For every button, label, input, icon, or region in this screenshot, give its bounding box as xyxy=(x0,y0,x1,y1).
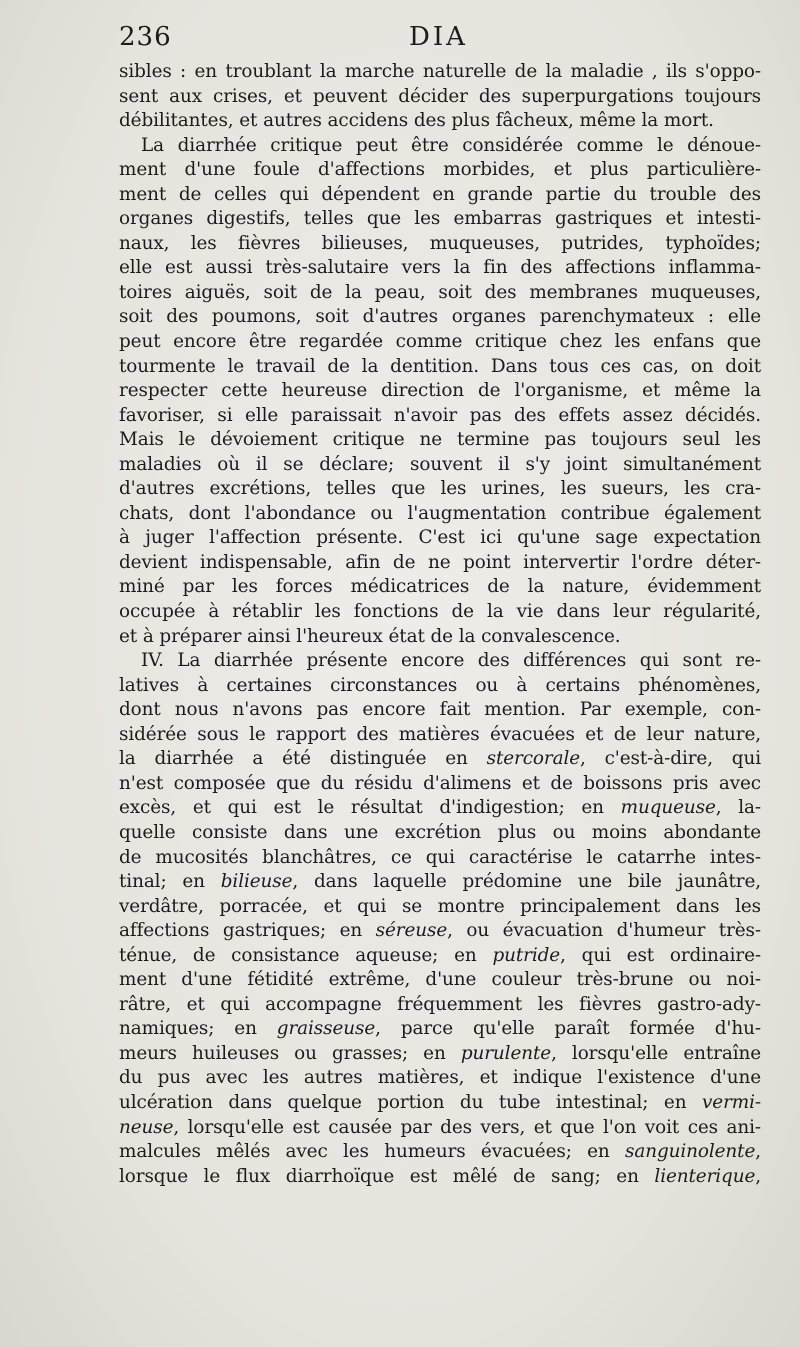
text-line: malcules mêlés avec les humeurs évacuées; en sanguinolente, xyxy=(119,1141,761,1163)
text-line: chats, dont l'abondance ou l'augmentation contribue également xyxy=(119,502,761,524)
text-line: devient indispensable, afin de ne point intervertir l'ordre déter- xyxy=(119,551,761,573)
text-line: de mucosités blanchâtres, ce qui caractérise le catarrhe intes- xyxy=(119,846,761,868)
text-line: latives à certaines circonstances ou à certains phénomènes, xyxy=(119,674,761,696)
italic-term: vermi- xyxy=(702,1091,761,1113)
text-line: ment de celles qui dépendent en grande partie du trouble des xyxy=(119,183,761,205)
text-line: débilitantes, et autres accidens des plus fâcheux, même la mort. xyxy=(119,110,714,132)
text-line: râtre, et qui accompagne fréquemment les fièvres gastro-ady- xyxy=(119,993,761,1015)
text-line: quelle consiste dans une excrétion plus ou moins abondante xyxy=(119,821,761,843)
italic-term: séreuse xyxy=(375,920,448,942)
text-line: ulcération dans quelque portion du tube intestinal; en vermi- xyxy=(119,1091,761,1113)
text-line: lorsque le flux diarrhoïque est mêlé de sang; en lienterique, xyxy=(119,1165,761,1187)
text-line: organes digestifs, telles que les embarras gastriques et intesti- xyxy=(119,208,761,230)
text-line: favoriser, si elle paraissait n'avoir pas des effets assez décidés. xyxy=(119,404,761,426)
text-line: la diarrhée a été distinguée en stercorale, c'est-à-dire, qui xyxy=(119,748,761,770)
italic-term: sanguinolente xyxy=(625,1141,756,1163)
italic-term: graisseuse xyxy=(276,1018,376,1040)
text-line: toires aiguës, soit de la peau, soit des membranes muqueuses, xyxy=(119,281,761,303)
italic-term: stercorale xyxy=(486,748,581,770)
text-line: excès, et qui est le résultat d'indigestion; en muqueuse, la- xyxy=(119,797,761,819)
text-line: ment d'une fétidité extrême, d'une couleur très-brune ou noi- xyxy=(119,969,761,991)
italic-term: lienterique xyxy=(654,1165,756,1187)
text-line: du pus avec les autres matières, et indique l'existence d'une xyxy=(119,1067,761,1089)
text-line: sidérée sous le rapport des matières évacuées et de leur nature, xyxy=(119,723,761,745)
text-line: elle est aussi très-salutaire vers la fin des affections inflamma- xyxy=(119,257,761,279)
text-line: occupée à rétablir les fonctions de la vie dans leur régularité, xyxy=(119,601,761,623)
page-header xyxy=(119,22,761,56)
italic-term: putride xyxy=(492,944,561,966)
text-line: n'est composée que du résidu d'alimens et de boissons pris avec xyxy=(119,772,761,794)
text-line: tourmente le travail de la dentition. Dans tous ces cas, on doit xyxy=(119,355,761,377)
text-line: ment d'une foule d'affections morbides, et plus particulière- xyxy=(119,159,761,181)
text-line: soit des poumons, soit d'autres organes parenchymateux : elle xyxy=(119,306,761,328)
text-line: et à préparer ainsi l'heureux état de la convalescence. xyxy=(119,625,621,647)
text-line: d'autres excrétions, telles que les urines, les sueurs, les cra- xyxy=(119,478,761,500)
italic-term: muqueuse xyxy=(620,797,716,819)
italic-term: neuse xyxy=(119,1116,174,1138)
running-head: DIA xyxy=(409,22,468,52)
italic-term: purulente xyxy=(460,1042,552,1064)
italic-term: bilieuse xyxy=(220,871,293,893)
text-line: peut encore être regardée comme critique chez les enfans que xyxy=(119,331,761,353)
text-line: ténue, de consistance aqueuse; en putride, qui est ordinaire- xyxy=(119,944,761,966)
text-line: miné par les forces médicatrices de la nature, évidemment xyxy=(119,576,761,598)
text-line: meurs huileuses ou grasses; en purulente, lorsqu'elle entraîne xyxy=(119,1042,761,1064)
text-line: La diarrhée critique peut être considérée comme le dénoue- xyxy=(141,134,761,156)
text-line: tinal; en bilieuse, dans laquelle prédomine une bile jaunâtre, xyxy=(119,871,761,893)
text-line: IV. La diarrhée présente encore des différences qui sont re- xyxy=(141,650,761,672)
body-text xyxy=(119,60,761,1189)
text-line: dont nous n'avons pas encore fait mention. Par exemple, con- xyxy=(119,699,761,721)
text-line: sibles : en troublant la marche naturelle de la maladie , ils s'oppo- xyxy=(119,61,761,82)
text-line: maladies où il se déclare; souvent il s'y joint simultanément xyxy=(119,453,761,475)
text-line: Mais le dévoiement critique ne termine pas toujours seul les xyxy=(119,429,761,451)
text-line: affections gastriques; en séreuse, ou évacuation d'humeur très- xyxy=(119,920,761,942)
text-line: respecter cette heureuse direction de l'organisme, et même la xyxy=(119,380,761,402)
text-line: à juger l'affection présente. C'est ici qu'une sage expectation xyxy=(119,527,761,549)
text-line: neuse, lorsqu'elle est causée par des vers, et que l'on voit ces ani- xyxy=(119,1116,761,1138)
text-line: naux, les fièvres bilieuses, muqueuses, putrides, typhoïdes; xyxy=(119,232,761,254)
text-line: sent aux crises, et peuvent décider des superpurgations toujours xyxy=(119,85,761,107)
text-line: verdâtre, porracée, et qui se montre principalement dans les xyxy=(119,895,761,917)
text-line: namiques; en graisseuse, parce qu'elle paraît formée d'hu- xyxy=(119,1018,761,1040)
page-number: 236 xyxy=(119,22,172,52)
